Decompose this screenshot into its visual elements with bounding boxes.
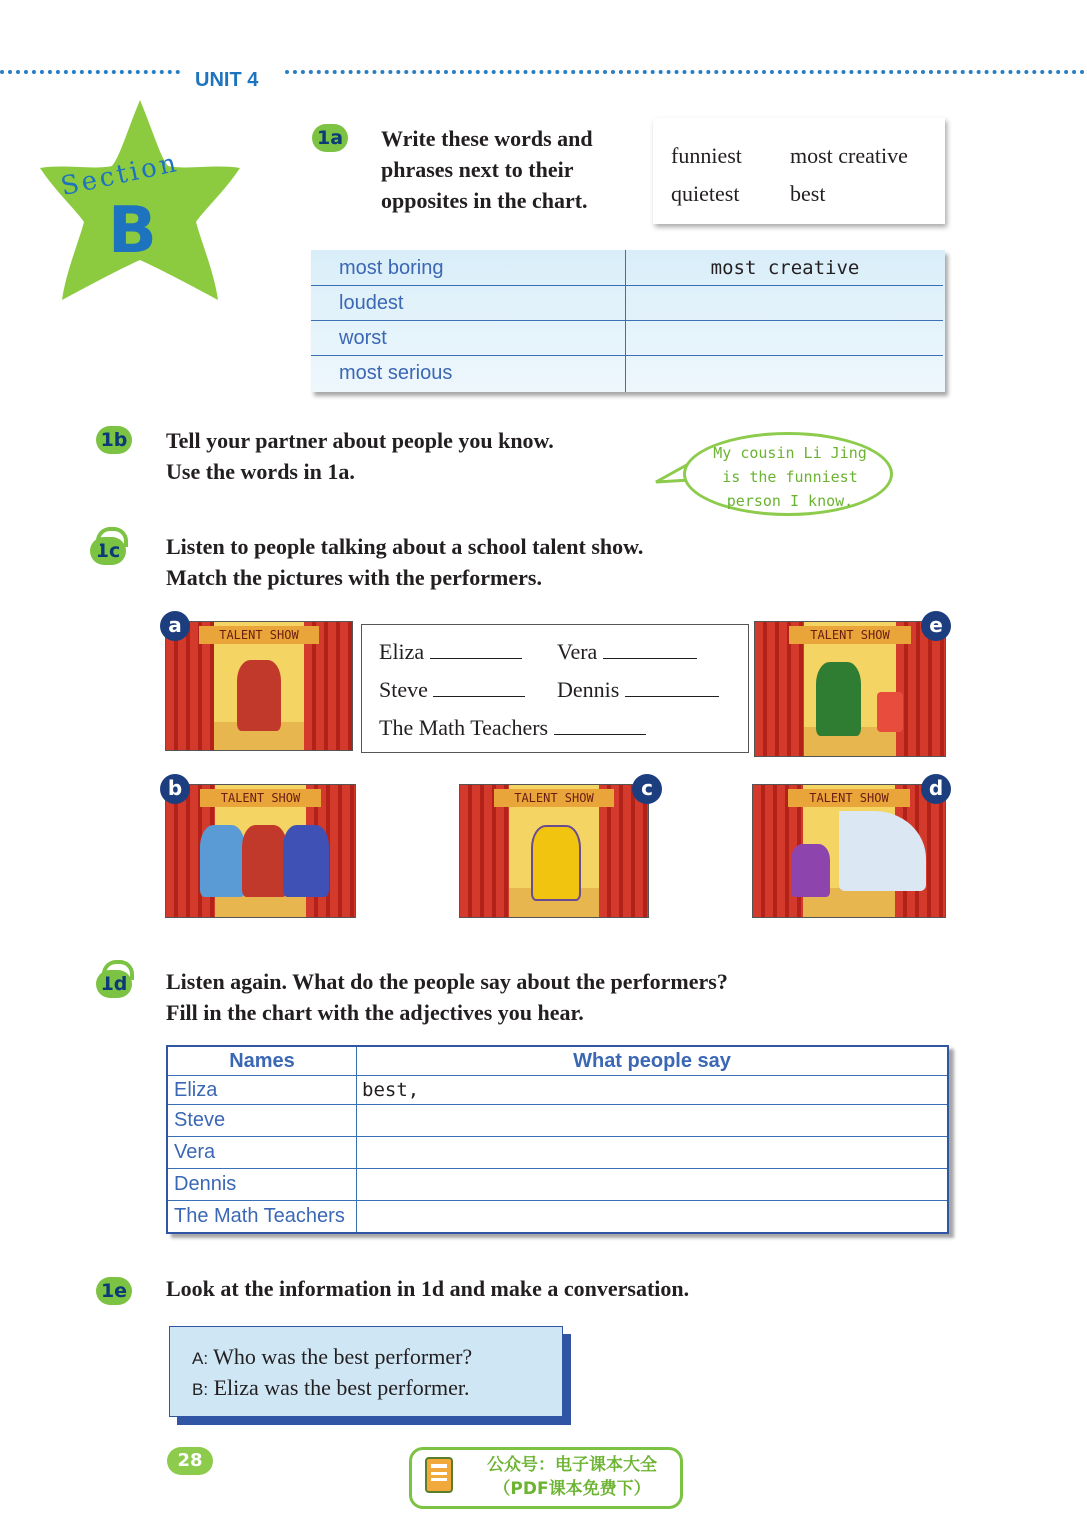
word-box [653,118,945,224]
match-item [379,676,525,703]
performer-figure [791,844,829,897]
conversation-text: Eliza was the best performer. [213,1375,470,1400]
adjectives-table [166,1045,949,1234]
watermark-line: 公众号：电子课本大全 [487,1455,657,1475]
performer-figure [816,662,862,736]
table-header: What people say [573,1050,731,1072]
match-item [379,714,646,741]
table-row-name: Steve [174,1109,226,1131]
word-item: best [790,181,826,206]
badge-1c: 1c [90,537,126,565]
talent-show-picture-b [165,784,356,918]
match-item [557,638,697,665]
match-item [379,638,522,665]
opposites-table [311,250,945,392]
performer-figure [200,825,245,898]
performer-name: The Math Teachers [379,715,549,740]
picture-letter-e: e [921,611,951,641]
instruction-1a [381,123,593,216]
badge-1d: 1d [96,970,132,998]
talent-show-picture-e [754,621,946,757]
talent-show-picture-a [165,621,353,751]
performer-name: Steve [379,677,428,702]
word-item: funniest [671,143,742,168]
performer-name: Vera [557,639,598,664]
page-number: 28 [167,1447,213,1475]
table-cell: worst [339,327,387,349]
badge-1b: 1b [96,426,132,454]
conversation-line [192,1341,472,1374]
picture-banner: TALENT SHOW [199,626,318,644]
dog-stand [877,692,904,732]
watermark-line: （PDF课本免费下） [493,1479,651,1499]
header-dots-left [0,70,180,74]
talent-show-picture-c [459,784,649,918]
picture-letter-a: a [160,611,190,641]
picture-banner: TALENT SHOW [788,789,911,807]
table-divider [168,1168,947,1169]
bubble-line: person I know. [726,492,854,510]
performer-name: Dennis [557,677,620,702]
table-row-name: Dennis [174,1173,237,1195]
picture-banner: TALENT SHOW [494,789,614,807]
table-row-name: Eliza [174,1079,218,1101]
instruction-1c-line: Listen to people talking about a school talent show. [166,534,644,559]
table-header: Names [229,1050,295,1072]
answer-blank[interactable] [554,714,646,735]
watermark-box [409,1447,683,1509]
match-item [557,676,719,703]
answer-cell[interactable]: most creative [710,257,860,279]
picture-letter-b: b [160,774,190,804]
instruction-1c [166,531,643,593]
picture-banner: TALENT SHOW [789,626,911,644]
badge-1e: 1e [96,1277,132,1305]
conversation-box [169,1326,563,1417]
conversation-text: Who was the best performer? [213,1344,473,1369]
answer-blank[interactable] [433,676,525,697]
table-cell: loudest [339,292,404,314]
performer-figure [283,825,328,898]
table-divider [168,1136,947,1137]
table-divider [168,1104,947,1105]
performer-figure [242,825,287,898]
instruction-1a-line: opposites in the chart. [381,188,588,213]
talent-show-picture-d [752,784,946,918]
table-row-name: The Math Teachers [174,1205,345,1227]
instruction-1d-line: Fill in the chart with the adjectives you hear. [166,1000,584,1025]
bubble-line: My cousin Li Jing [713,444,867,462]
bubble-line: is the funniest [722,468,858,486]
section-label: Section [58,147,182,203]
speaker-label: B: [192,1380,209,1399]
word-item: most creative [790,143,908,168]
section-letter: B [108,194,157,268]
instruction-1a-line: phrases next to their [381,157,574,182]
performer-figure [531,825,580,902]
unit-title: UNIT 4 [195,69,259,91]
instruction-1b-line: Tell your partner about people you know. [166,428,554,453]
speech-bubble [683,432,893,516]
answer-cell[interactable]: best, [362,1079,420,1101]
book-icon [422,1456,458,1500]
picture-letter-c: c [632,774,662,804]
instruction-1d-line: Listen again. What do the people say about the performers? [166,969,728,994]
instruction-1a-line: Write these words and [381,126,593,151]
picture-banner: TALENT SHOW [200,789,321,807]
conversation-line [192,1372,470,1405]
instruction-1d [166,966,728,1028]
match-box [361,624,749,753]
answer-blank[interactable] [625,676,719,697]
badge-1a: 1a [312,124,348,152]
instruction-1c-line: Match the pictures with the performers. [166,565,542,590]
table-row-name: Vera [174,1141,216,1163]
table-cell: most boring [339,257,444,279]
instruction-1b-line: Use the words in 1a. [166,459,355,484]
answer-blank[interactable] [430,638,522,659]
performer-figure [237,660,282,730]
bubble-text [700,441,880,513]
table-cell: most serious [339,362,453,384]
header-dots-right [285,70,1085,74]
table-divider [168,1075,947,1076]
word-item: quietest [671,181,740,206]
answer-blank[interactable] [603,638,697,659]
instruction-1e: Look at the information in 1d and make a conversation. [166,1276,690,1301]
instruction-1b [166,425,554,487]
speaker-label: A: [192,1349,209,1368]
picture-letter-d: d [921,774,951,804]
table-divider [311,320,943,321]
performer-name: Eliza [379,639,425,664]
